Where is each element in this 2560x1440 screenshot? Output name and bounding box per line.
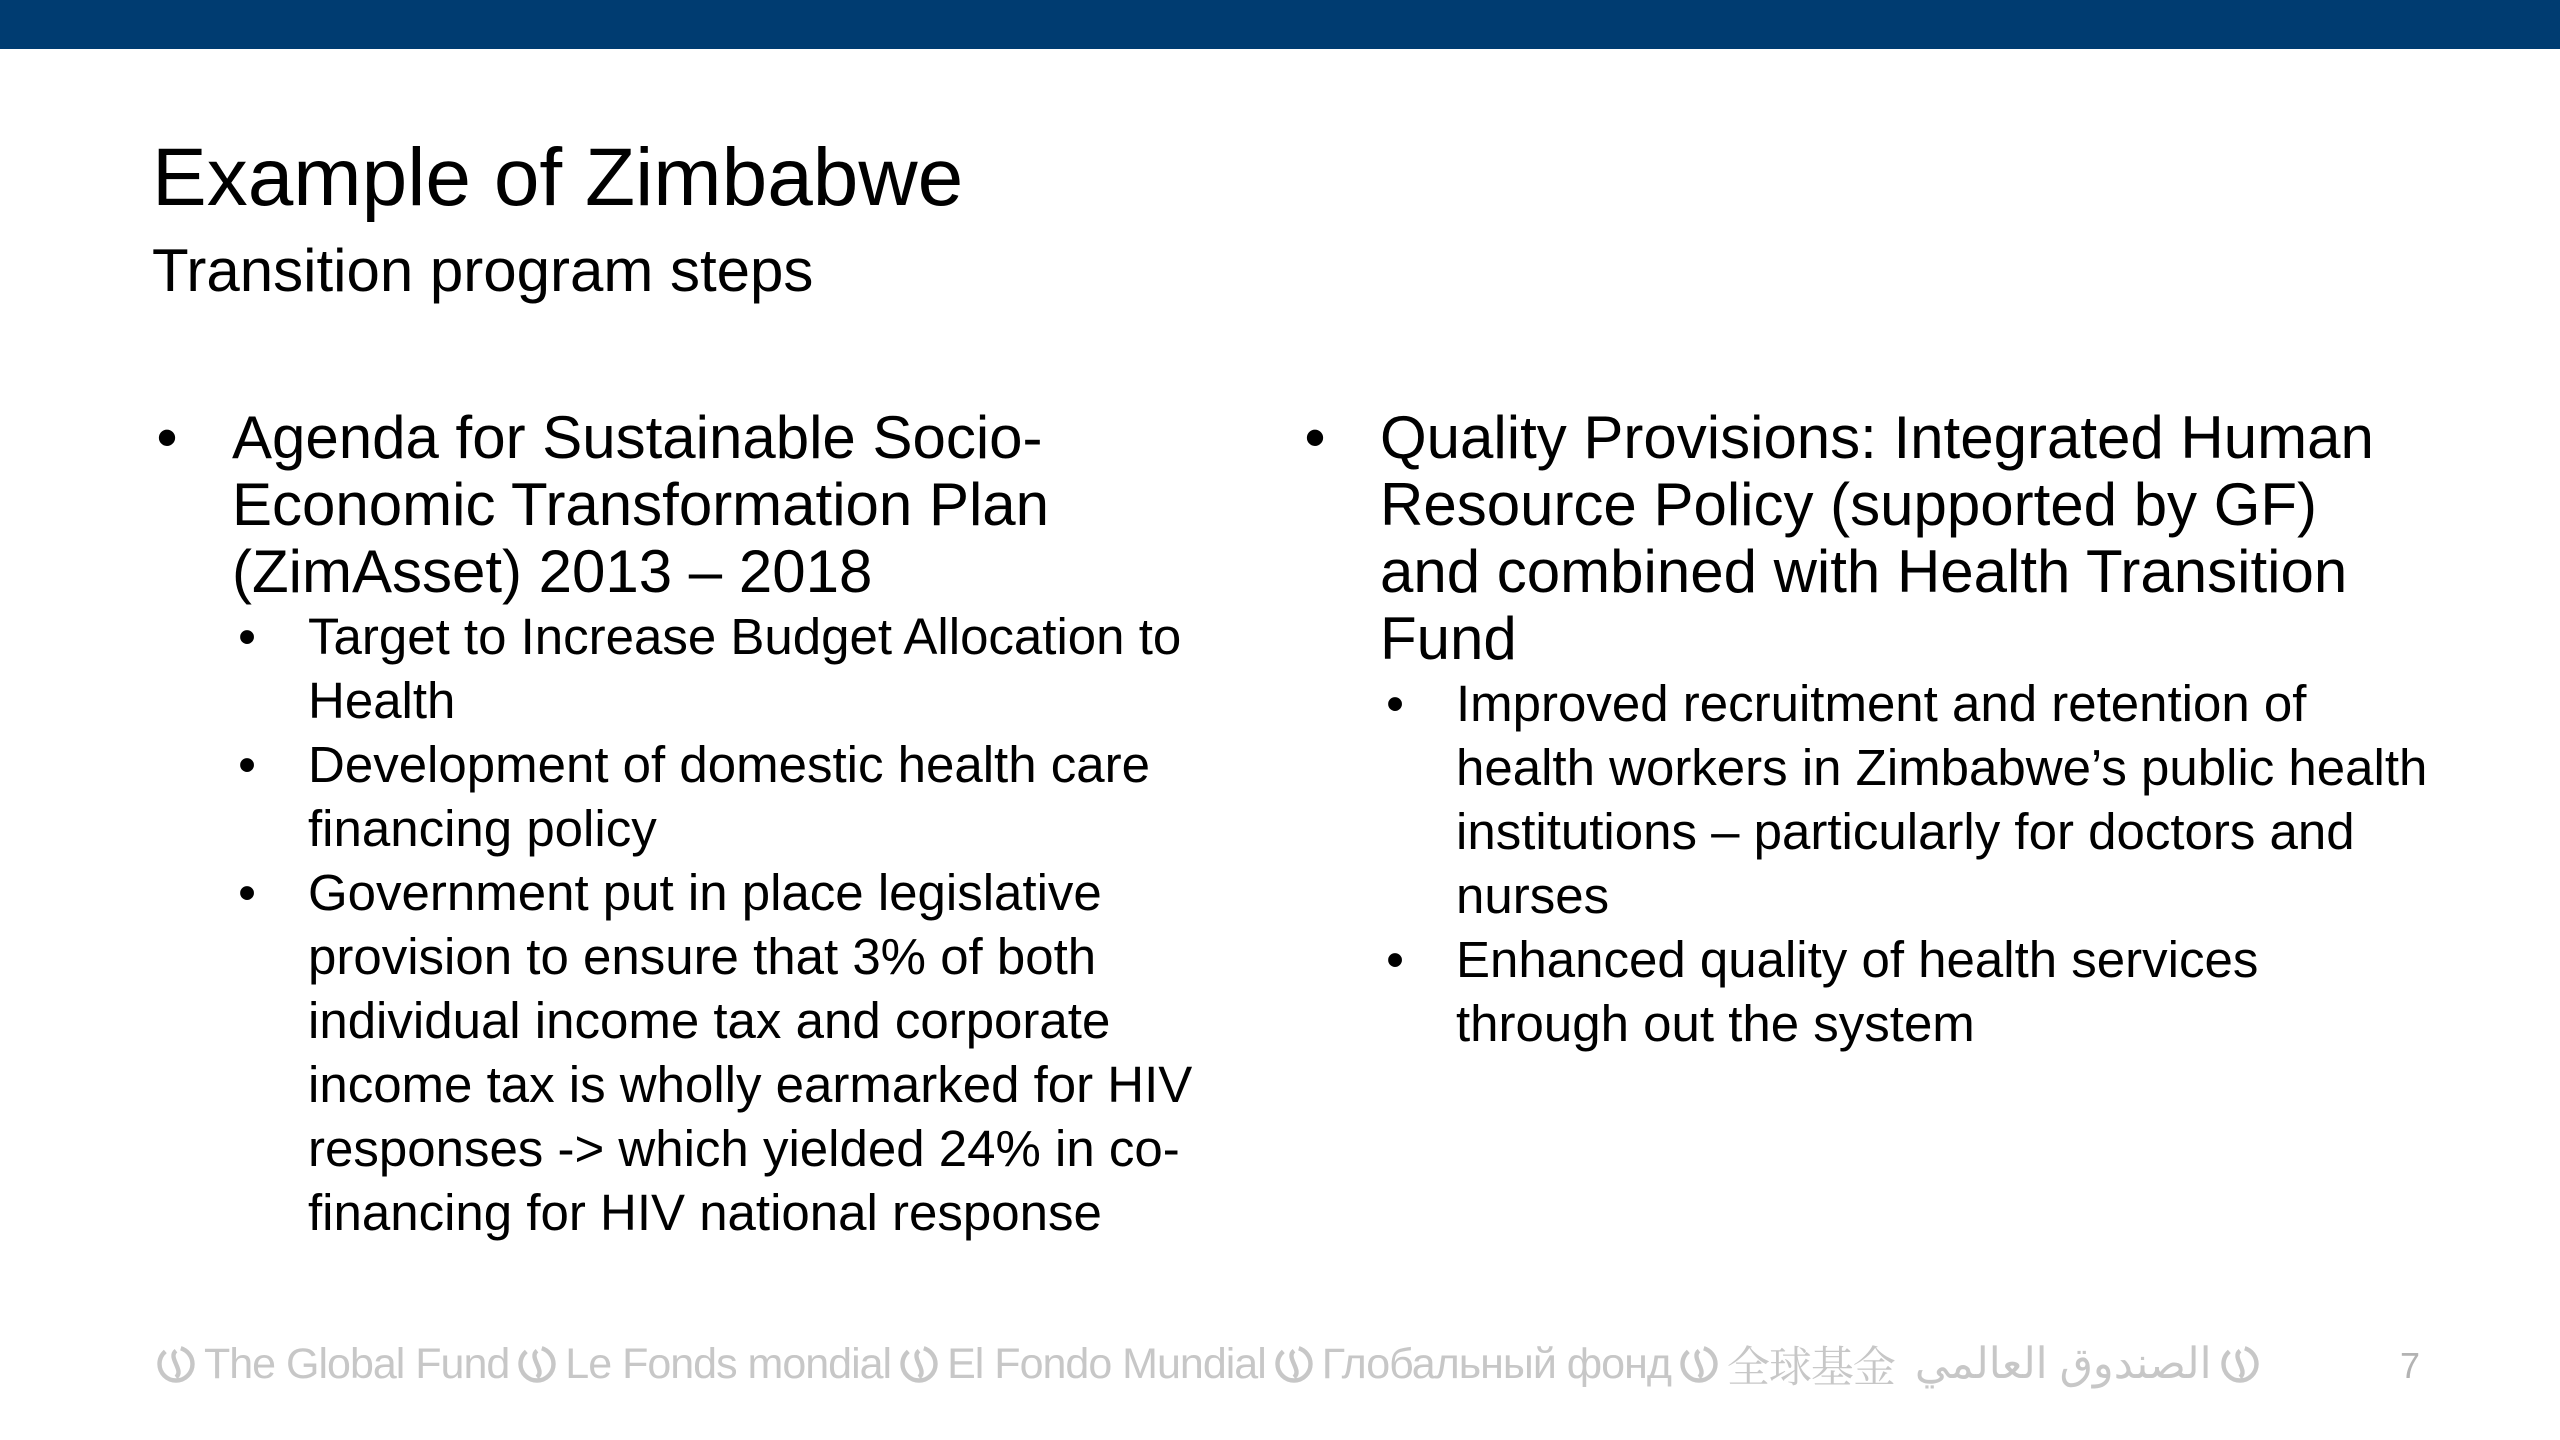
right-heading-text: Quality Provisions: Integrated Human Resource Policy (supported by GF) and combined with Health Transition Fund <box>1380 404 2374 672</box>
global-fund-swirl-icon <box>154 1342 198 1386</box>
logo-name-en: The Global Fund <box>204 1339 510 1388</box>
left-column <box>152 404 1272 1245</box>
global-fund-swirl-icon <box>1272 1342 1316 1386</box>
slide-subtitle: Transition program steps <box>152 237 814 304</box>
global-fund-swirl-icon <box>897 1342 941 1386</box>
bullet-icon: • <box>156 404 178 471</box>
logo-name-ar: الصندوق العالمي <box>1914 1340 2212 1388</box>
list-item <box>232 605 1272 733</box>
list-item-text: Development of domestic health care financing policy <box>308 736 1150 857</box>
right-heading-item <box>1300 404 2430 1056</box>
top-bar <box>0 0 2560 49</box>
bullet-icon: • <box>238 736 256 793</box>
list-item <box>232 861 1272 1245</box>
global-fund-swirl-icon <box>515 1342 559 1386</box>
logo-name-zh: 全球基金 <box>1726 1343 1895 1392</box>
logo-name-fr: Le Fonds mondial <box>565 1339 892 1388</box>
bullet-icon: • <box>1304 404 1326 471</box>
list-item <box>232 733 1272 861</box>
list-item-text: Improved recruitment and retention of health workers in Zimbabwe’s public health institutions – particularly for doctors and nurses <box>1456 675 2428 924</box>
global-fund-logo <box>148 1336 2298 1392</box>
list-item-text: Enhanced quality of health services through out the system <box>1456 931 2259 1052</box>
left-heading-item <box>152 404 1272 1245</box>
logo-name-es: El Fondo Mundial <box>947 1339 1266 1388</box>
right-sub-list <box>1380 672 2430 1056</box>
right-column <box>1300 404 2430 1056</box>
bullet-icon: • <box>238 864 256 921</box>
page-number: 7 <box>2399 1345 2420 1386</box>
bullet-icon: • <box>1386 675 1404 732</box>
list-item <box>1380 928 2430 1056</box>
global-fund-swirl-icon <box>1677 1342 1721 1386</box>
global-fund-swirl-icon <box>2218 1342 2262 1386</box>
bullet-icon: • <box>238 608 256 665</box>
slide-title: Example of Zimbabwe <box>152 132 964 223</box>
list-item-text: Government put in place legislative provision to ensure that 3% of both individual income tax and corporate income tax is wholly earmarked for HIV responses -> which yielded 24% in co-financing for HIV national response <box>308 864 1193 1241</box>
bullet-icon: • <box>1386 931 1404 988</box>
list-item <box>1380 672 2430 928</box>
logo-name-ru: Глобальный фонд <box>1321 1339 1671 1388</box>
list-item-text: Target to Increase Budget Allocation to Health <box>308 608 1182 729</box>
left-sub-list <box>232 605 1272 1245</box>
left-heading-text: Agenda for Sustainable Socio-Economic Transformation Plan (ZimAsset) 2013 – 2018 <box>232 404 1050 605</box>
